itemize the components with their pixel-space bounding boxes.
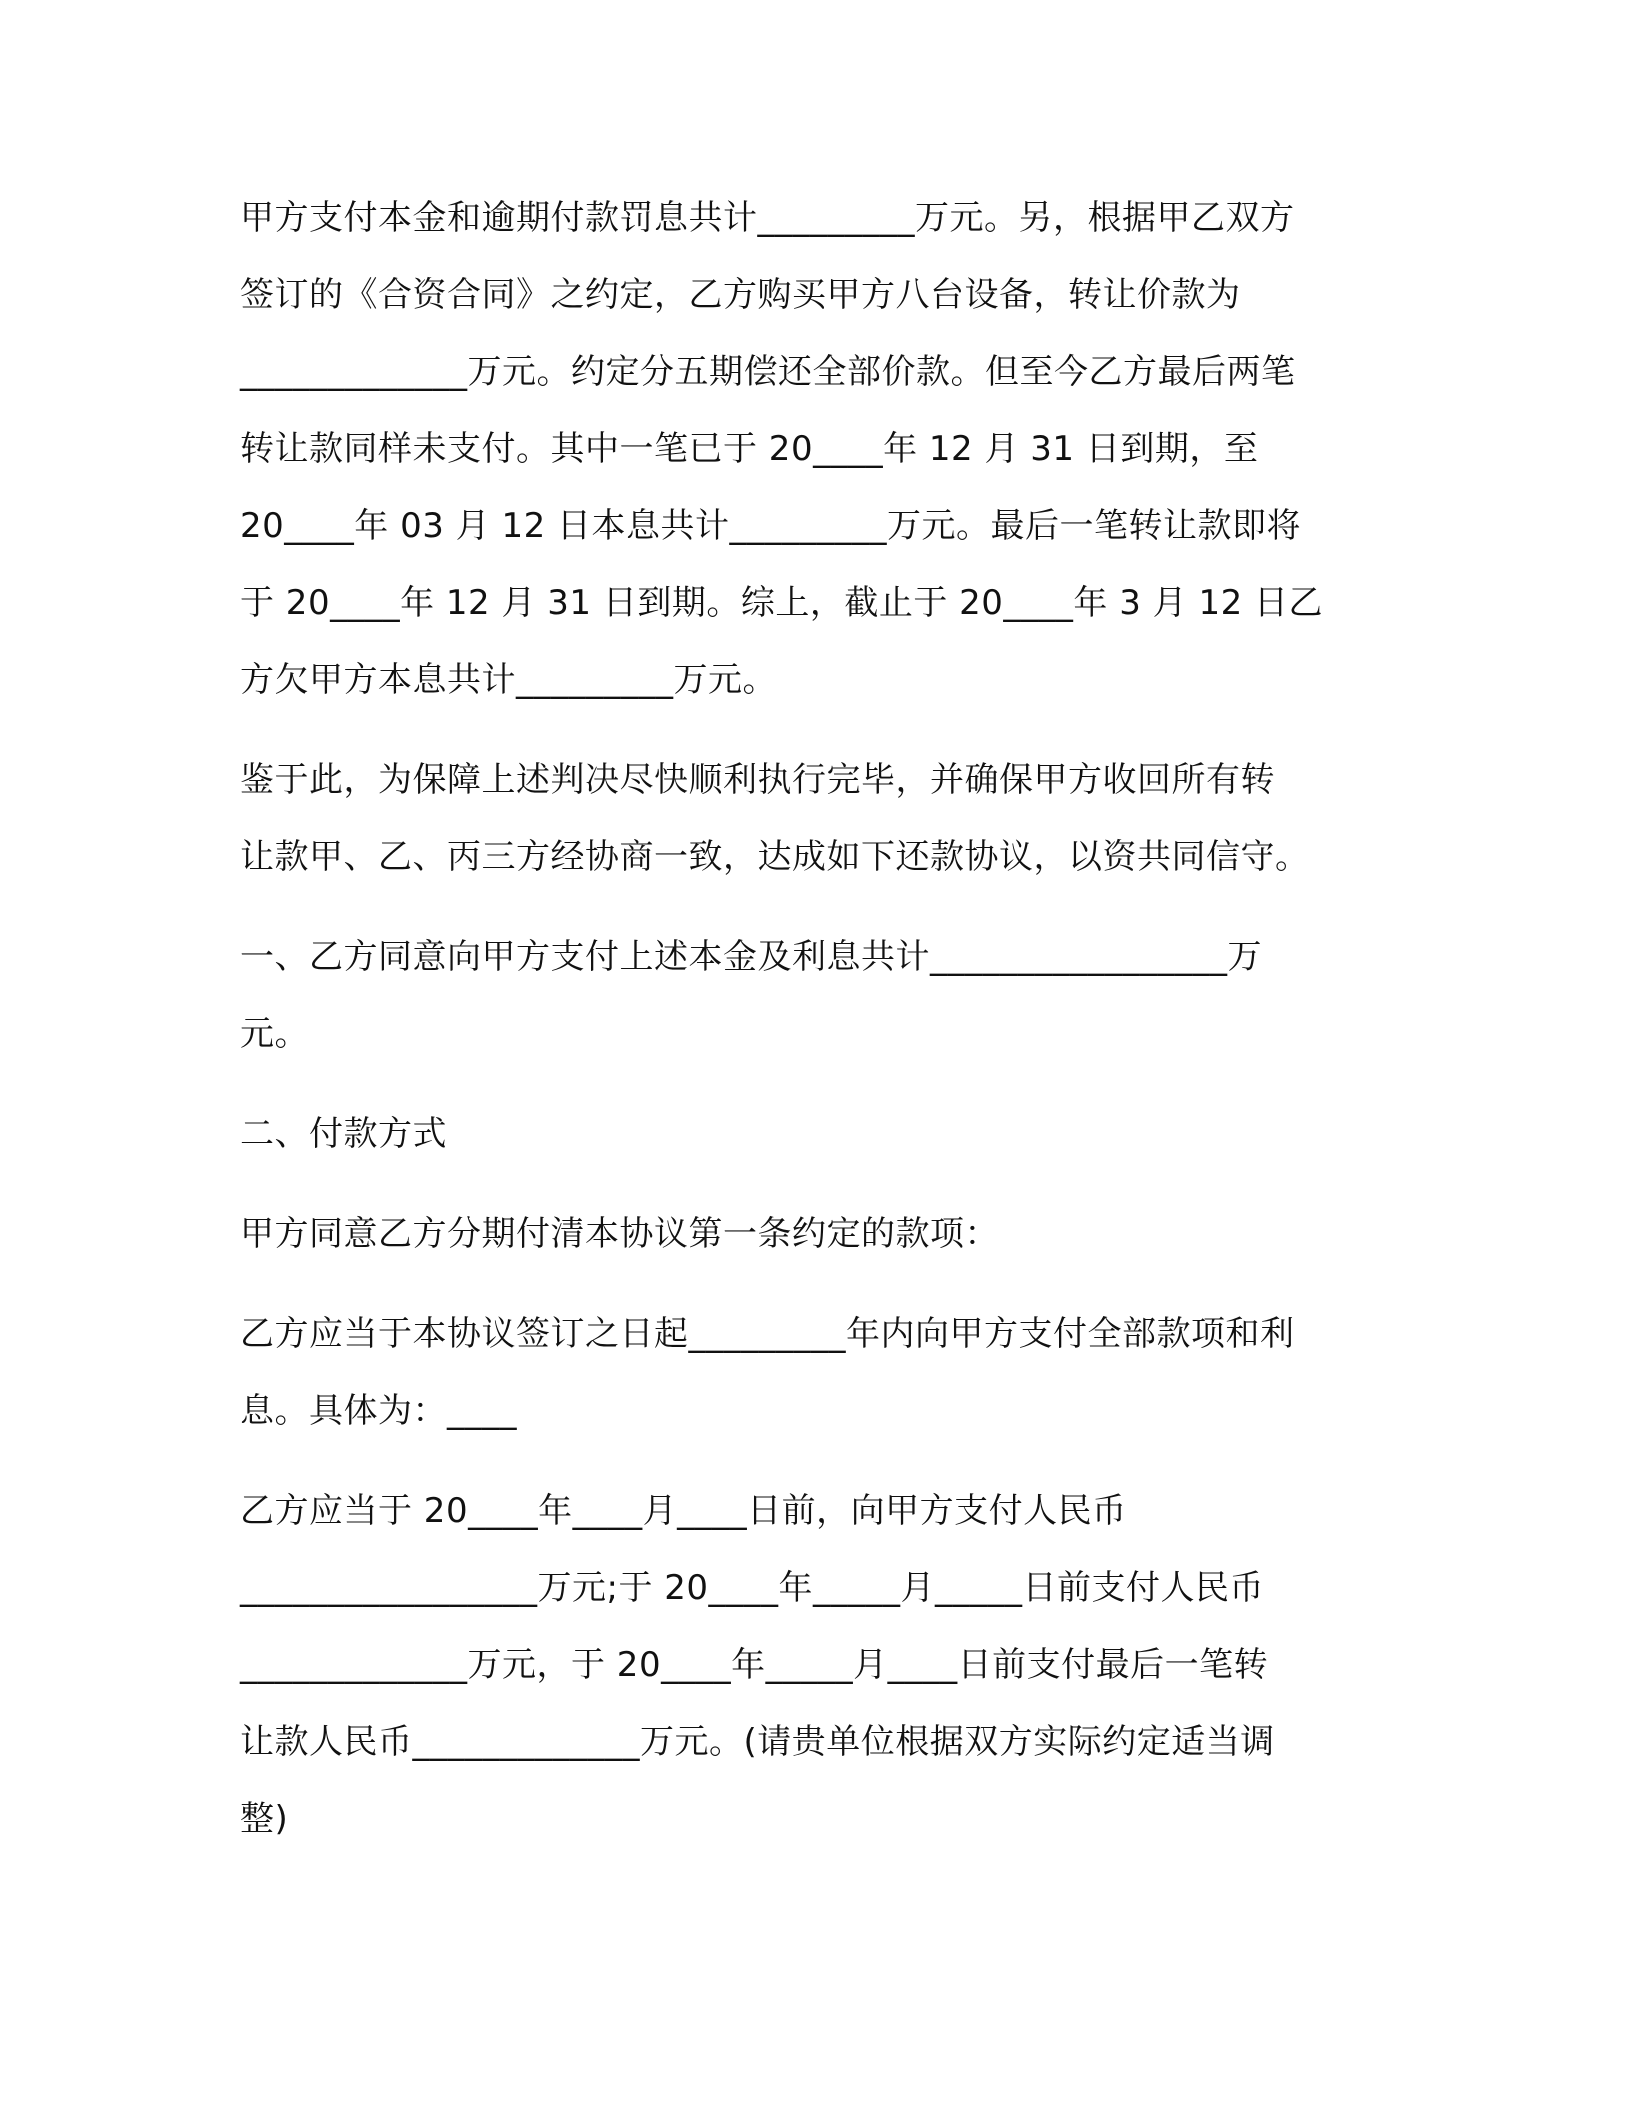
paragraph-1-line-3: _____________万元。约定分五期偿还全部价款。但至今乙方最后两笔 bbox=[240, 352, 1296, 392]
payment-term-line-2: 息。具体为：____ bbox=[240, 1391, 517, 1431]
paragraph-1-line-2: 签订的《合资合同》之约定，乙方购买甲方八台设备，转让价款为 bbox=[240, 275, 1241, 315]
payment-intro: 甲方同意乙方分期付清本协议第一条约定的款项： bbox=[240, 1214, 999, 1254]
payment-schedule-line-3: _____________万元，于 20____年_____月____日前支付最后一笔转 bbox=[240, 1645, 1269, 1685]
payment-schedule-line-1: 乙方应当于 20____年____月____日前，向甲方支付人民币 bbox=[240, 1491, 1127, 1531]
payment-schedule-line-4: 让款人民币_____________万元。(请贵单位根据双方实际约定适当调 bbox=[240, 1722, 1275, 1762]
paragraph-1-line-5: 20____年 03 月 12 日本息共计_________万元。最后一笔转让款即将 bbox=[240, 506, 1302, 546]
payment-term-line-1: 乙方应当于本协议签订之日起_________年内向甲方支付全部款项和利 bbox=[240, 1314, 1295, 1354]
paragraph-2-line-2: 让款甲、乙、丙三方经协商一致，达成如下还款协议，以资共同信守。 bbox=[240, 837, 1310, 877]
payment-schedule-line-5: 整) bbox=[240, 1799, 289, 1839]
paragraph-1-line-1: 甲方支付本金和逾期付款罚息共计_________万元。另，根据甲乙双方 bbox=[240, 198, 1295, 238]
clause-2-heading: 二、付款方式 bbox=[240, 1114, 447, 1154]
paragraph-1-line-7: 方欠甲方本息共计_________万元。 bbox=[240, 660, 777, 700]
paragraph-2-line-1: 鉴于此，为保障上述判决尽快顺利执行完毕，并确保甲方收回所有转 bbox=[240, 760, 1275, 800]
clause-1-line-1: 一、乙方同意向甲方支付上述本金及利息共计_________________万 bbox=[240, 937, 1262, 977]
paragraph-1-line-6: 于 20____年 12 月 31 日到期。综上，截止于 20____年 3 月 12 日乙 bbox=[240, 583, 1324, 623]
payment-schedule-line-2: _________________万元;于 20____年_____月_____日前支付人民币 bbox=[240, 1568, 1265, 1608]
paragraph-1-line-4: 转让款同样未支付。其中一笔已于 20____年 12 月 31 日到期，至 bbox=[240, 429, 1259, 469]
clause-1-line-2: 元。 bbox=[240, 1014, 309, 1054]
